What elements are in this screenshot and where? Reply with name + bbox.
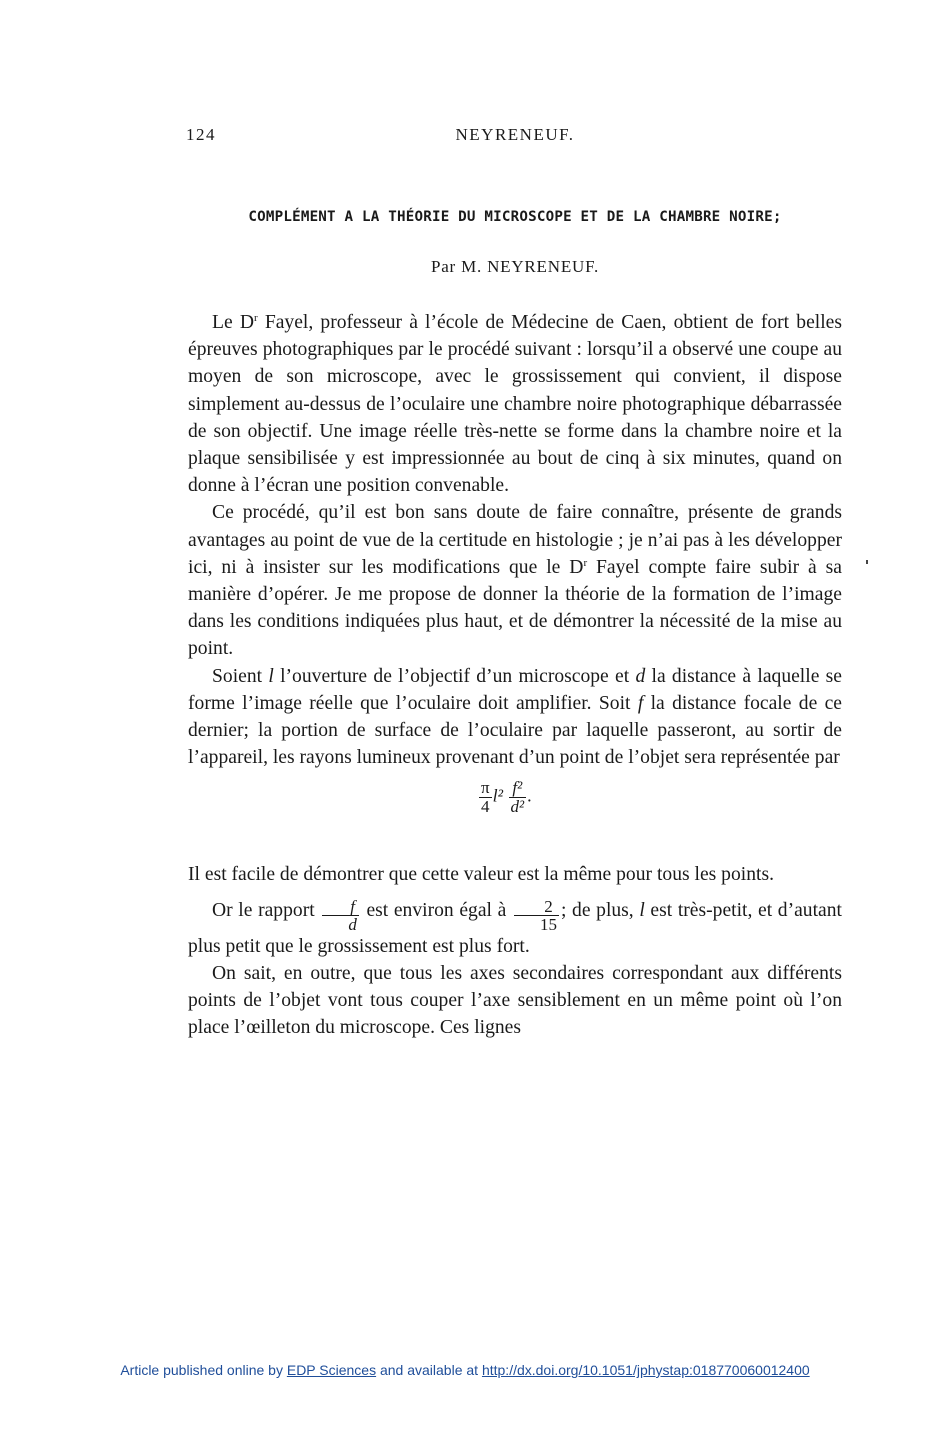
text-run: ; de plus, xyxy=(560,899,640,921)
numerator: 2 xyxy=(514,898,559,916)
doi-link[interactable]: http://dx.doi.org/10.1051/jphystap:018770060012400 xyxy=(481,1362,810,1378)
numerator: f² xyxy=(509,779,527,798)
denominator: 4 xyxy=(481,797,490,817)
denominator: d² xyxy=(510,797,525,817)
margin-mark xyxy=(866,560,868,564)
footer-text: and available at xyxy=(376,1362,482,1378)
paragraph-2 xyxy=(188,499,842,662)
article-body xyxy=(188,309,842,1041)
fraction-f2-over-d2 xyxy=(509,779,527,816)
text-run: Le D xyxy=(212,312,254,333)
publisher-link[interactable]: EDP Sciences xyxy=(286,1362,377,1378)
formula-period: . xyxy=(527,786,532,807)
superscript: r xyxy=(583,556,588,569)
page-header xyxy=(186,125,844,149)
paragraph-1 xyxy=(188,309,842,499)
publication-footer xyxy=(0,1362,930,1378)
math-variable: l xyxy=(268,665,274,687)
text-run: Fayel compte faire subir à sa manière d’opérer. Je me propose de donner la théorie de la formation de l’image dans les conditions indiquées plus haut, et de démontrer la nécessité de la mise au point. xyxy=(188,556,842,660)
paragraph-6: On sait, en outre, que tous les axes secondaires correspondant aux différents points de l’objet vont tous couper l’axe sensiblement en un même point où l’on place l’œilleton du microscope. Ces lignes xyxy=(188,962,842,1039)
numerator: f xyxy=(322,898,359,916)
math-variable: l xyxy=(639,899,645,921)
text-run: la distance à laquelle se forme l’image réelle que l’oculaire doit amplifier. Soit xyxy=(188,665,842,714)
paragraph-4: Il est facile de démontrer que cette valeur est la même pour tous les points. xyxy=(188,864,774,886)
article-title: COMPLÉMENT A LA THÉORIE DU MICROSCOPE ET DE LA CHAMBRE NOIRE; xyxy=(248,209,782,225)
paragraph-5 xyxy=(188,897,842,960)
text-run: Or le rapport xyxy=(212,899,321,921)
article-author: Par M. NEYRENEUF. xyxy=(430,257,600,276)
paragraph-3 xyxy=(188,663,842,772)
denominator: d xyxy=(348,914,357,934)
numerator: π xyxy=(481,778,490,798)
math-variable: d xyxy=(635,665,646,687)
page-number: 124 xyxy=(186,125,216,144)
superscript: r xyxy=(253,312,258,324)
text-run: Soient xyxy=(212,665,269,687)
text-run: Ce procédé, qu’il est bon sans doute de faire connaître, présente de grands avantages au point de vue de la certitude en histologie ; je n’ai pas à les développer ici, ni à insister sur les modifications que le D xyxy=(188,502,842,578)
math-variable: f xyxy=(637,692,644,714)
text-run: la distance focale de ce dernier; la portion de surface de l’oculaire par laquelle passeront, au sortir de l’appareil, les rayons lumineux provenant d’un point de l’objet sera représentée par xyxy=(188,692,842,769)
running-head: NEYRENEUF. xyxy=(455,125,575,144)
text-run: est très-petit, et d’autant plus petit que le grossissement est plus fort. xyxy=(188,899,842,957)
fraction-f-over-d xyxy=(322,898,359,933)
fraction-pi-over-4 xyxy=(479,779,492,816)
text-run: Fayel, professeur à l’école de Médecine de Caen, obtient de fort belles épreuves photographiques par le procédé suivant : lorsqu’il a observé une coupe au moyen de son microscope, avec le grossissement qui convient, il dispose simplement au-dessus de l’oculaire une chambre noire photographique débarrassée de son objectif. Une image réelle très-nette se forme dans la chambre noire et la plaque sensibilisée y est impressionnée au bout de cinq à six minutes, quand on donne à l’écran une position convenable. xyxy=(188,312,842,497)
fraction-2-over-15 xyxy=(514,898,559,933)
math-term: l² xyxy=(492,786,503,807)
text-run: l’ouverture de l’objectif d’un microscope et xyxy=(273,665,636,687)
display-formula xyxy=(188,773,842,853)
footer-text: Article published online by xyxy=(120,1362,287,1378)
text-run: est environ égal à xyxy=(360,899,512,921)
denominator: 15 xyxy=(539,914,557,934)
